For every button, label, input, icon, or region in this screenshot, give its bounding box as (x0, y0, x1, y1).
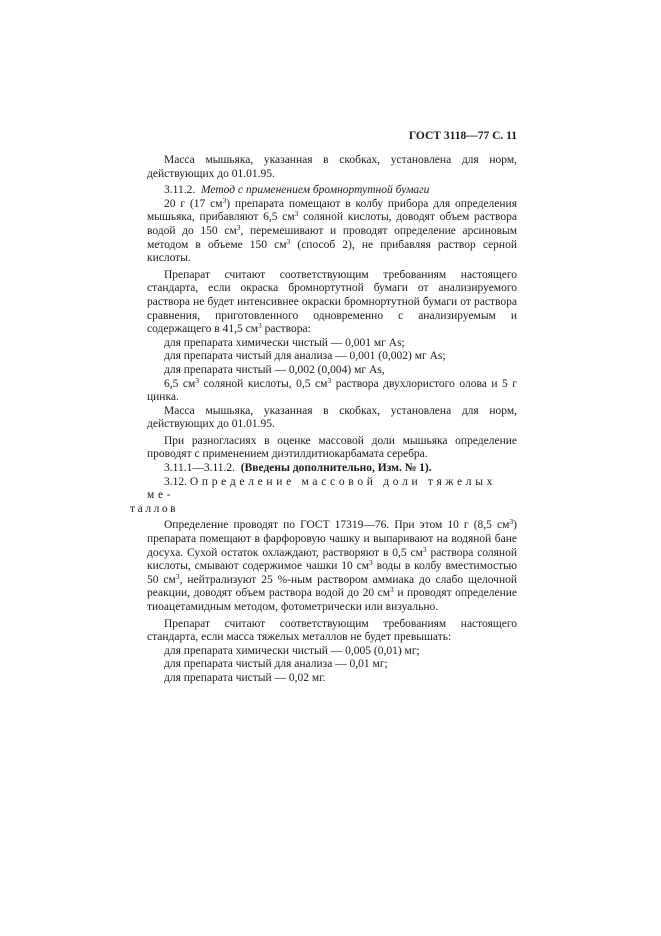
text-run: , перемешивают и проводят определение арсиновым методом в объеме 150 см (147, 224, 517, 251)
text-run: раствора двухлористого олова и 5 г цинка. (147, 377, 518, 404)
paragraph-amendment (147, 462, 517, 476)
section-title: Определение массовой доли тяжелых ме- (147, 475, 497, 502)
text-run: Препарат считают соответствующим требованиям настоящего стандарта, если окраска бромнортутной бумаги от анализируемого раствора не будет интенсивнее окраски бромнортутной бумаги от раствора сравнения, приготовленного одновременно с анализируемым и содержащего в 41,5 см (147, 268, 517, 336)
text-run: ) препарата помещают в фарфоровую чашку и выпаривают на водяной бане досуха. Сухой остаток охлаждают, растворяют в 0,5 см (147, 519, 517, 559)
text-run: раствора соляной кислоты, смывают содержимое чашки 10 см (147, 546, 517, 573)
superscript: 3 (222, 195, 227, 205)
superscript: 3 (390, 585, 394, 595)
superscript: 3 (175, 571, 180, 581)
text-run: соляной кислоты, 0,5 см (199, 377, 328, 390)
text-run: 6,5 см (164, 377, 196, 390)
text-run: ) препарата помещают в колбу прибора для определения мышьяка, прибавляют 6,5 см (147, 197, 517, 224)
superscript: 3 (327, 375, 332, 385)
superscript: 3 (294, 209, 299, 219)
text-run: и проводят определение тиоацетамидным методом, фотометрически или визуально. (147, 587, 517, 613)
paragraph-disagreement: При разногласиях в оценке массовой доли мышьяка определение проводят с применением диэтилдитиокарбамата серебра. (147, 434, 517, 461)
list-item: для препарата чистый для анализа — 0,001 (0,002) мг As; (164, 350, 446, 363)
list-item: для препарата чистый для анализа — 0,01 мг; (164, 658, 388, 671)
section-number: 3.11.1—3.11.2. (164, 462, 236, 475)
section-3-11-2-heading (147, 184, 517, 198)
section-title-continued: таллов (130, 502, 179, 515)
text-run: соляной кислоты, доводят объем раствора водой до 150 см (147, 211, 517, 237)
paragraph-heavy-metals-criteria: Препарат считают соответствующим требованиям настоящего стандарта, если масса тяжелых металлов не будет превышать: (147, 617, 517, 644)
superscript: 3 (236, 222, 241, 232)
text-run: воды в колбу вместимостью 50 см (147, 560, 517, 586)
paragraph-note-arsenic-2: Масса мышьяка, указанная в скобках, установлена для норм, действующих до 01.01.95. (147, 404, 517, 431)
text-run: (способ 2), не прибавляя раствор серной кислоты. (147, 238, 517, 265)
superscript: 3 (195, 375, 200, 385)
text-run: Определение проводят по ГОСТ 17319—76. При этом 10 г (8,5 см (164, 519, 510, 532)
superscript: 3 (369, 558, 373, 568)
amendment-note: (Введены дополнительно, Изм. № 1). (240, 462, 432, 475)
superscript: 3 (286, 236, 291, 246)
page-header: ГОСТ 3118—77 С. 11 (408, 130, 517, 142)
paragraph-note-arsenic: Масса мышьяка, указанная в скобках, установлена для норм, действующих до 01.01.95. (147, 154, 517, 180)
section-title: Метод с применением бромнортутной бумаги (200, 184, 430, 197)
superscript: 3 (509, 517, 514, 527)
list-item: для препарата чистый — 0,02 мг. (164, 671, 326, 684)
body-text (130, 154, 518, 686)
paragraph-criteria (147, 269, 517, 337)
paragraph-procedure (147, 195, 517, 266)
paragraph-reagents (147, 375, 518, 405)
section-number: 3.11.2. (164, 184, 196, 197)
section-number: 3.12. (164, 475, 187, 488)
text-run: 20 г (17 см (164, 197, 223, 210)
superscript: 3 (422, 544, 427, 554)
text-run: , нейтрализуют 25 %-ным раствором аммиака до слабо щелочной реакции, доводят объем раствора водой до 20 см (147, 573, 518, 600)
list-item: для препарата химически чистый — 0,005 (0,01) мг; (164, 644, 420, 657)
section-3-12-heading (130, 475, 517, 517)
list-item: для препарата химически чистый — 0,001 мг As; (164, 336, 405, 349)
list-item: для препарата чистый — 0,002 (0,004) мг As, (164, 363, 385, 376)
superscript: 3 (257, 321, 262, 331)
text-run: раствора: (261, 323, 311, 336)
paragraph-heavy-metals-procedure (147, 519, 517, 614)
